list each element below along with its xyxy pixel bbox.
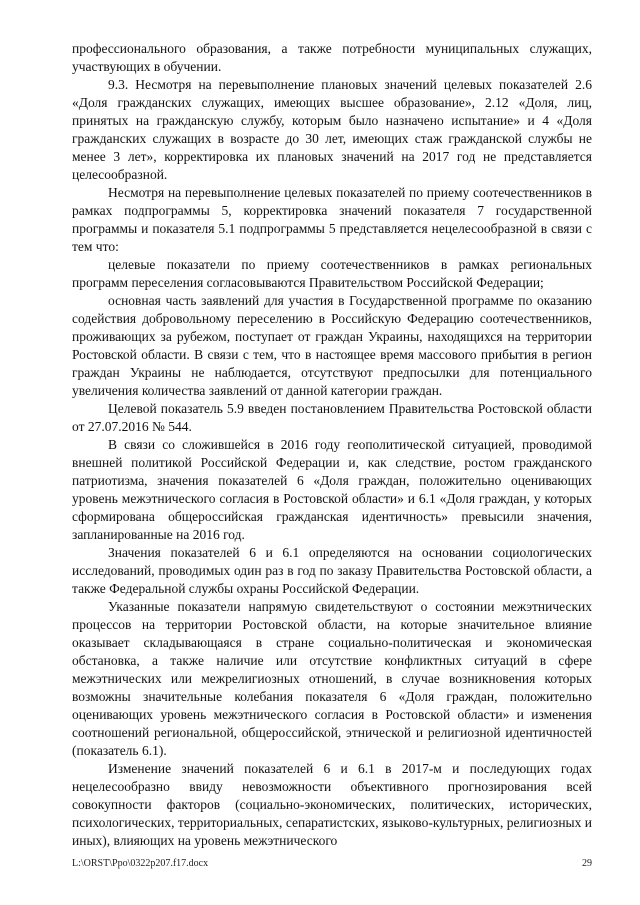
paragraph: Несмотря на перевыполнение целевых показателей по приему соотечественников в рамках подпрограммы 5, корректировка значений показателя 7 государственной программы и показателя 5.1 подпрограммы 5 представляется нецелесообразной в связи с тем что: [72,185,592,254]
document-body [72,40,592,850]
paragraph: профессионального образования, а также потребности муниципальных служащих, участвующих в обучении. [72,41,592,74]
page-number: 29 [582,858,592,869]
paragraph: целевые показатели по приему соотечественников в рамках региональных программ переселения согласовываются Правительством Российской Федерации; [72,257,592,290]
paragraph: Целевой показатель 5.9 введен постановлением Правительства Ростовской области от 27.07.2016 № 544. [72,401,592,434]
paragraph: В связи со сложившейся в 2016 году геополитической ситуацией, проводимой внешней политикой Российской Федерации и, как следствие, ростом гражданского патриотизма, значения показателей 6 «Доля граждан, положительно оценивающих уровень межэтнического согласия в Ростовской области» и 6.1 «Доля граждан, у которых сформирована общероссийская гражданская идентичность» превысили значения, запланированные на 2016 год. [72,437,592,542]
paragraph: Указанные показатели напрямую свидетельствуют о состоянии межэтнических процессов на территории Ростовской области, на которые значительное влияние оказывает складывающаяся в стране социально-политическая и экономическая обстановка, а также наличие или отсутствие конфликтных ситуаций в сфере межэтнических или межрелигиозных отношений, в случае возникновения которых возможны значительные колебания показателя 6 «Доля граждан, положительно оценивающих уровень межэтнического согласия в Ростовской области» и изменения соотношений региональной, общероссийской, этнической и религиозной идентичностей (показатель 6.1). [72,599,592,758]
paragraph: основная часть заявлений для участия в Государственной программе по оказанию содействия добровольному переселению в Российскую Федерацию соотечественников, проживающих за рубежом, поступает от граждан Украины, находящихся на территории Ростовской области. В связи с тем, что в настоящее время массового прибытия в регион граждан Украины не наблюдается, отсутствуют предпосылки для потенциального увеличения количества заявлений от данной категории граждан. [72,293,592,398]
paragraph: Изменение значений показателей 6 и 6.1 в 2017-м и последующих годах нецелесообразно ввиду невозможности объективного прогнозирования всей совокупности факторов (социально-экономических, политических, исторических, психологических, территориальных, сепаратистских, языково-культурных, религиозных и иных), влияющих на уровень межэтнического [72,761,592,848]
page-footer [72,858,592,869]
paragraph: Значения показателей 6 и 6.1 определяются на основании социологических исследований, проводимых один раз в год по заказу Правительства Ростовской области, а также Федеральной службы охраны Российской Федерации. [72,545,592,596]
file-path: L:\ORST\Ppo\0322p207.f17.docx [72,858,209,869]
paragraph: 9.3. Несмотря на перевыполнение плановых значений целевых показателей 2.6 «Доля гражданских служащих, имеющих высшее образование», 2.12 «Доля, лиц, принятых на гражданскую службу, которым было назначено испытание» и 4 «Доля гражданских служащих в возрасте до 30 лет, имеющих стаж гражданской службы не менее 3 лет», корректировка их плановых значений на 2017 год не представляется целесообразной. [72,77,592,182]
